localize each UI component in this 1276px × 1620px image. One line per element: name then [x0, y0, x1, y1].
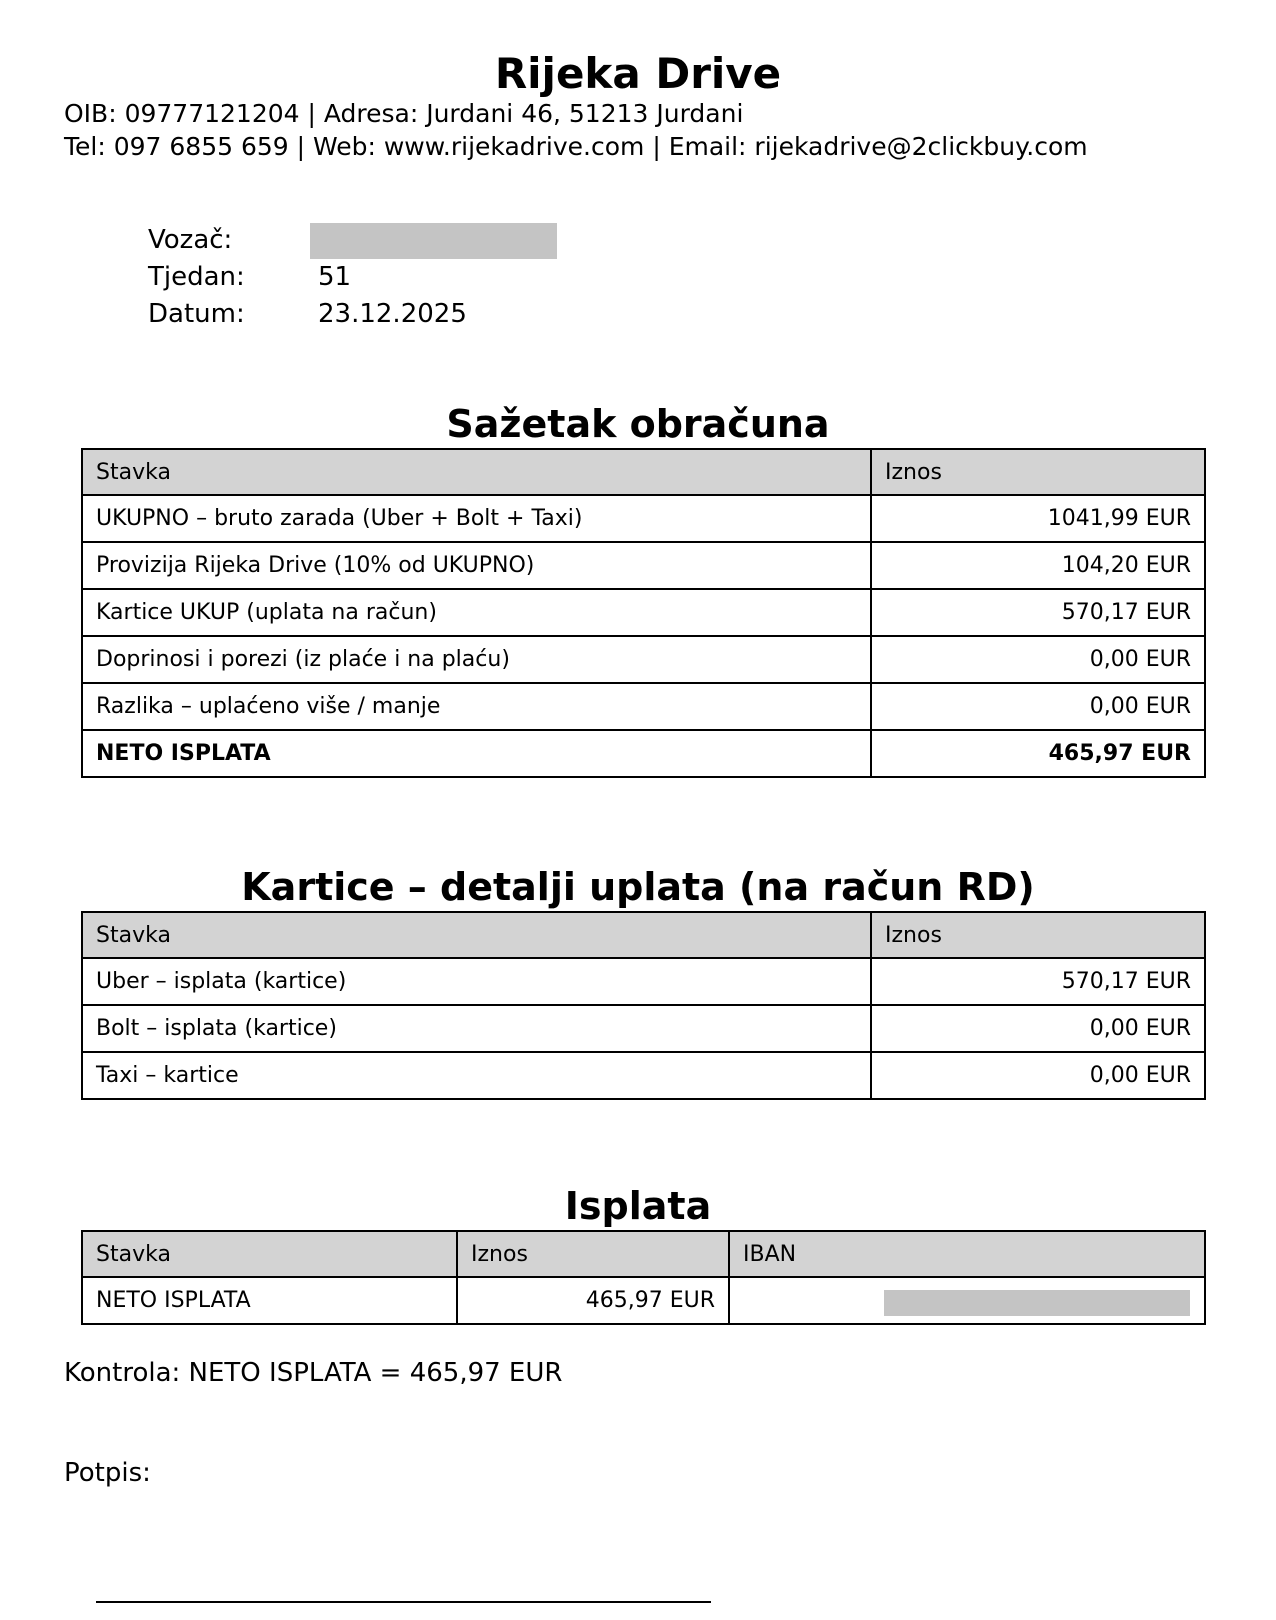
table-row — [82, 1277, 1205, 1324]
column-header-amount: Iznos — [871, 912, 1205, 958]
signature-line — [96, 1601, 711, 1603]
table-row — [82, 636, 1205, 683]
driver-label: Vozač: — [148, 225, 233, 255]
table-row — [82, 958, 1205, 1005]
total-row — [82, 730, 1205, 777]
row-amount: 0,00 EUR — [871, 683, 1205, 730]
row-amount: 570,17 EUR — [871, 958, 1205, 1005]
row-item: Kartice UKUP (uplata na račun) — [82, 589, 871, 636]
table-row — [82, 495, 1205, 542]
week-value: 51 — [318, 262, 352, 292]
cards-table — [81, 911, 1206, 1100]
table-row — [82, 589, 1205, 636]
total-label: NETO ISPLATA — [82, 730, 871, 777]
summary-title: Sažetak obračuna — [446, 402, 830, 446]
column-header-item: Stavka — [82, 912, 871, 958]
signature-label: Potpis: — [64, 1458, 151, 1488]
row-item: Taxi – kartice — [82, 1052, 871, 1099]
company-name: Rijeka Drive — [494, 49, 782, 98]
redacted-driver-name — [310, 223, 557, 259]
row-item: NETO ISPLATA — [82, 1277, 457, 1324]
table-row — [82, 1052, 1205, 1099]
table-header-row — [82, 912, 1205, 958]
column-header-iban: IBAN — [729, 1231, 1205, 1277]
row-item: Bolt – isplata (kartice) — [82, 1005, 871, 1052]
table-row — [82, 542, 1205, 589]
row-item: Provizija Rijeka Drive (10% od UKUPNO) — [82, 542, 871, 589]
payout-title: Isplata — [564, 1184, 712, 1228]
date-label: Datum: — [148, 299, 245, 329]
row-amount: 0,00 EUR — [871, 636, 1205, 683]
row-item: Doprinosi i porezi (iz plaće i na plaću) — [82, 636, 871, 683]
company-info-line-1: OIB: 09777121204 | Adresa: Jurdani 46, 51213 Jurdani — [64, 99, 744, 128]
cards-title: Kartice – detalji uplata (na račun RD) — [241, 865, 1035, 909]
payout-table — [81, 1230, 1206, 1325]
column-header-item: Stavka — [82, 1231, 457, 1277]
table-header-row — [82, 449, 1205, 495]
row-amount: 104,20 EUR — [871, 542, 1205, 589]
row-amount: 570,17 EUR — [871, 589, 1205, 636]
column-header-amount: Iznos — [871, 449, 1205, 495]
table-header-row — [82, 1231, 1205, 1277]
row-amount: 0,00 EUR — [871, 1052, 1205, 1099]
column-header-item: Stavka — [82, 449, 871, 495]
week-label: Tjedan: — [148, 262, 245, 292]
table-row — [82, 1005, 1205, 1052]
iban-cell — [729, 1277, 1205, 1324]
total-amount: 465,97 EUR — [871, 730, 1205, 777]
table-row — [82, 683, 1205, 730]
row-amount: 1041,99 EUR — [871, 495, 1205, 542]
row-amount: 0,00 EUR — [871, 1005, 1205, 1052]
column-header-amount: Iznos — [457, 1231, 729, 1277]
row-item: Razlika – uplaćeno više / manje — [82, 683, 871, 730]
summary-table — [81, 448, 1206, 778]
control-check: Kontrola: NETO ISPLATA = 465,97 EUR — [64, 1358, 563, 1388]
date-value: 23.12.2025 — [318, 299, 467, 329]
row-item: UKUPNO – bruto zarada (Uber + Bolt + Taxi) — [82, 495, 871, 542]
row-item: Uber – isplata (kartice) — [82, 958, 871, 1005]
row-amount: 465,97 EUR — [457, 1277, 729, 1324]
company-info-line-2: Tel: 097 6855 659 | Web: www.rijekadrive.com | Email: rijekadrive@2clickbuy.com — [64, 132, 1088, 161]
redacted-iban — [884, 1290, 1190, 1316]
